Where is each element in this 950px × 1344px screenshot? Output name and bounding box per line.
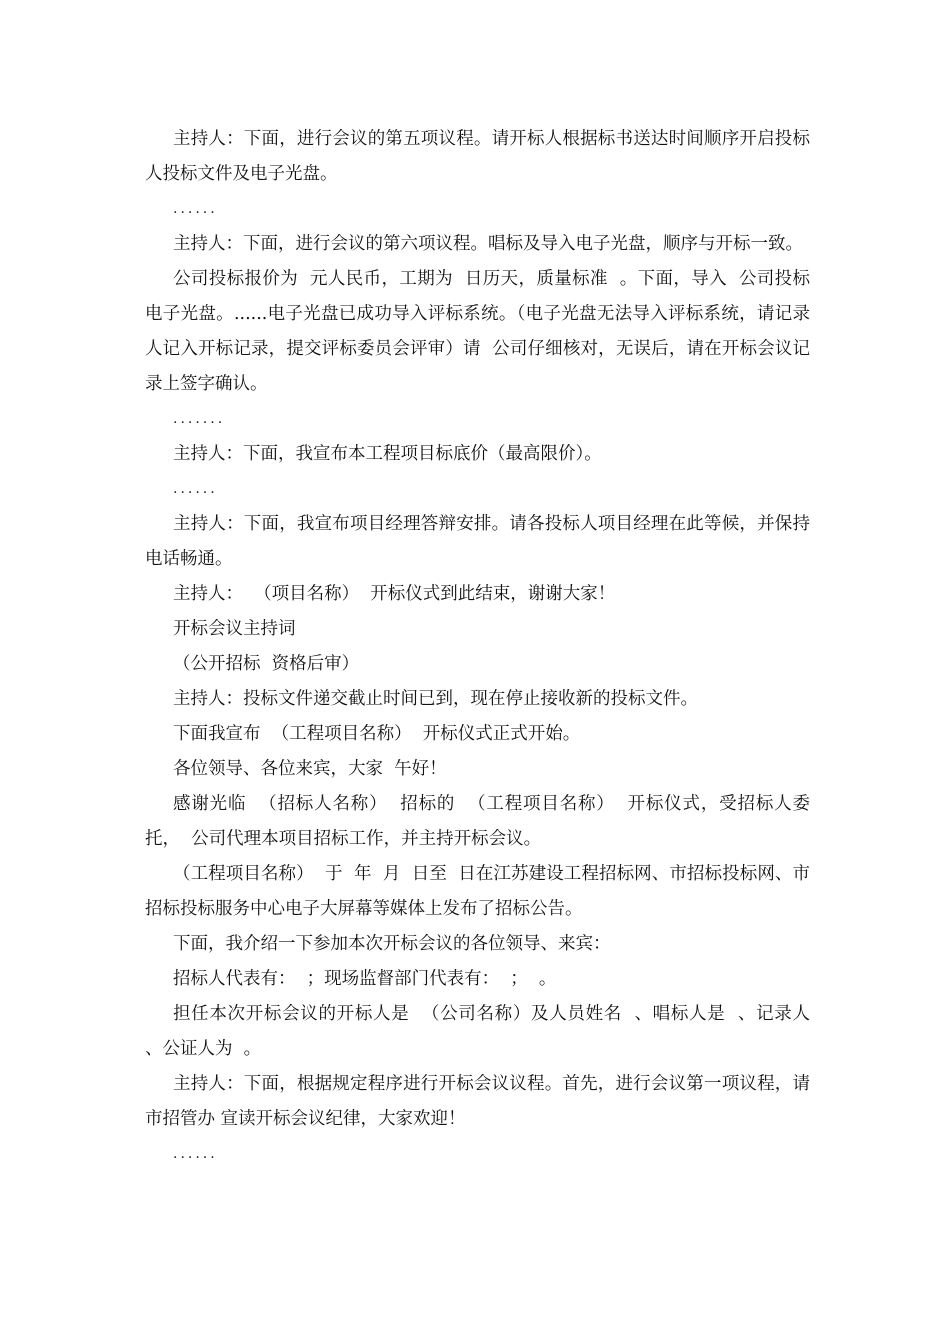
paragraph: 主持人：下面，进行会议的第五项议程。请开标人根据标书送达时间顺序开启投标人投标文件及电子光盘。	[145, 129, 810, 184]
document-body	[145, 122, 822, 1172]
section-title: 开标会议主持词	[173, 619, 296, 639]
paragraph: 下面，我介绍一下参加本次开标会议的各位领导、来宾：	[173, 934, 611, 954]
paragraph: 主持人： （项目名称） 开标仪式到此结束，谢谢大家！	[173, 584, 616, 604]
paragraph: 主持人：下面，我宣布本工程项目标底价（最高限价）。	[173, 444, 602, 464]
paragraph: 主持人：下面，我宣布项目经理答辩安排。请各投标人项目经理在此等候，并保持电话畅通。	[145, 514, 810, 569]
paragraph: 感谢光临 （招标人名称） 招标的 （工程项目名称） 开标仪式，受招标人委托， 公司代理本项目招标工作，并主持开标会议。	[145, 794, 810, 849]
ellipsis-line: ......	[173, 481, 218, 497]
paragraph: 公司投标报价为 元人民币，工期为 日历天，质量标准 。下面，导入 公司投标电子光盘。......电子光盘已成功导入评标系统。（电子光盘无法导入评标系统，请记录人记入开标记录，提交评标委员会评审）请 公司仔细核对，无误后，请在开标会议记录上签字确认。	[145, 269, 810, 394]
paragraph: 下面我宣布 （工程项目名称） 开标仪式正式开始。	[173, 724, 581, 744]
paragraph: 招标人代表有： ；现场监督部门代表有： ； 。	[173, 969, 557, 989]
paragraph: 担任本次开标会议的开标人是 （公司名称）及人员姓名 、唱标人是 、记录人 、公证人为 。	[145, 1004, 822, 1059]
paragraph: 各位领导、各位来宾，大家 午好！	[173, 759, 447, 779]
paragraph: 主持人：投标文件递交截止时间已到，现在停止接收新的投标文件。	[173, 689, 698, 709]
paragraph: 主持人：下面，进行会议的第六项议程。唱标及导入电子光盘，顺序与开标一致。	[173, 234, 803, 254]
paragraph: （工程项目名称） 于 年 月 日至 日在江苏建设工程招标网、市招标投标网、市招标投标服务中心电子大屏幕等媒体上发布了招标公告。	[145, 864, 810, 919]
ellipsis-line: ......	[173, 1146, 218, 1162]
ellipsis-line: .......	[173, 411, 226, 427]
ellipsis-line: ......	[173, 201, 218, 217]
section-subtitle: （公开招标 资格后审）	[173, 654, 360, 674]
paragraph: 主持人：下面，根据规定程序进行开标会议议程。首先，进行会议第一项议程，请市招管办 宣读开标会议纪律，大家欢迎！	[145, 1074, 810, 1129]
